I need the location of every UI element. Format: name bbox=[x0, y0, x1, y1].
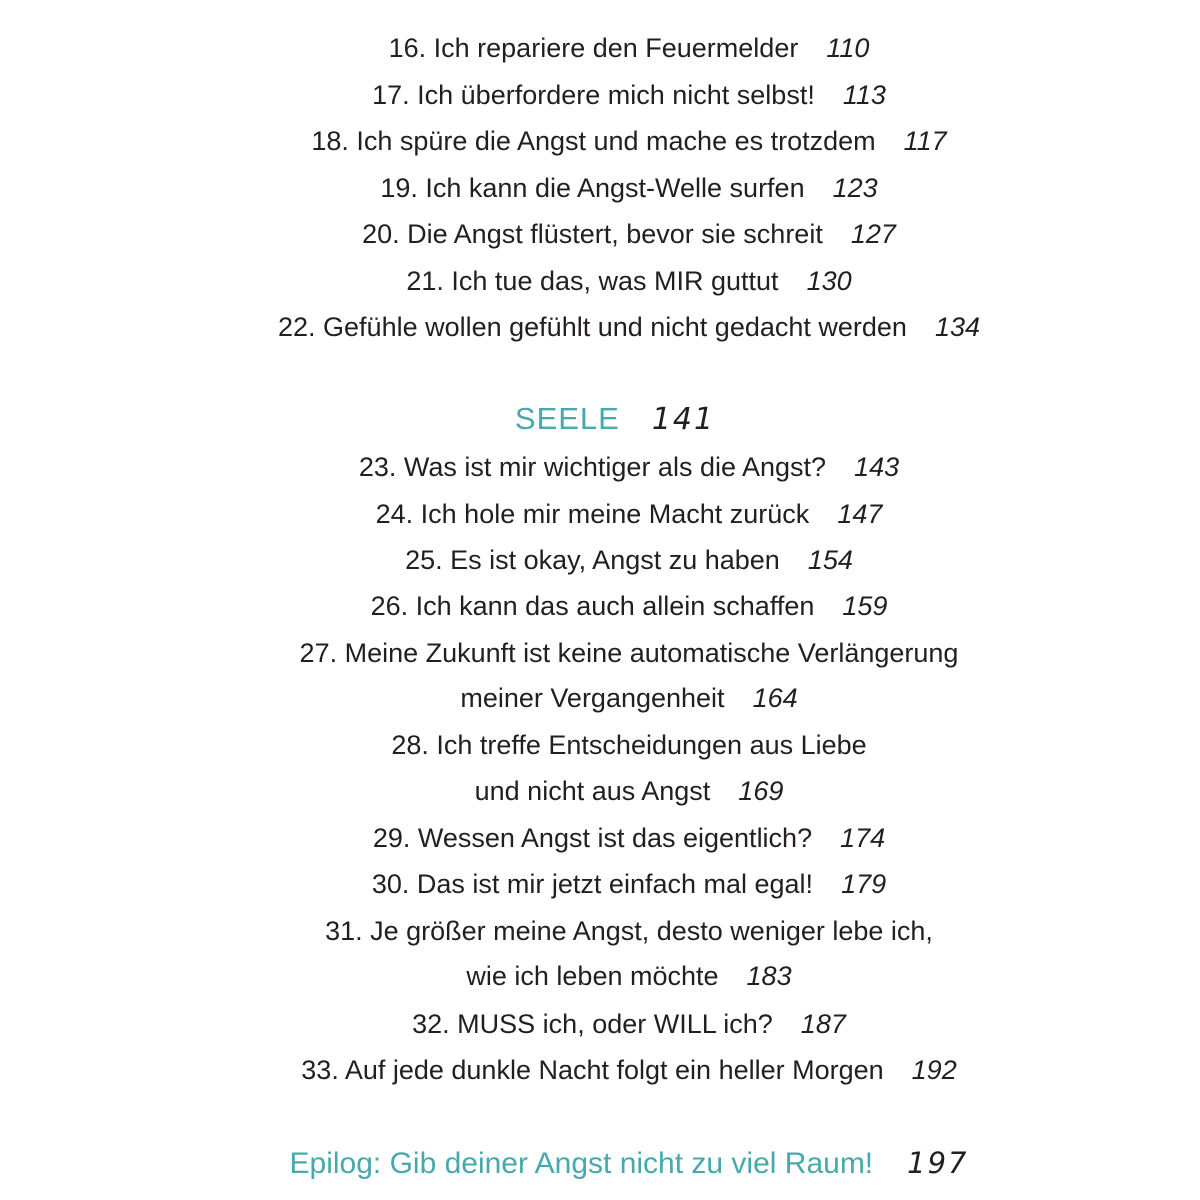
toc-entry-page: 183 bbox=[746, 961, 792, 991]
toc-entry-page: 147 bbox=[837, 499, 883, 529]
toc-entry bbox=[0, 1007, 1200, 1041]
toc-entry-page: 134 bbox=[934, 312, 980, 342]
toc-entry-title: meiner Vergangenheit bbox=[460, 683, 725, 713]
toc-entry-title: 20. Die Angst flüstert, bevor sie schreit bbox=[362, 219, 823, 249]
toc-entry-page: 187 bbox=[800, 1009, 846, 1039]
toc-entry-title: 17. Ich überfordere mich nicht selbst! bbox=[372, 80, 815, 110]
toc-entry-title: wie ich leben möchte bbox=[466, 961, 719, 991]
toc-entry-page: 174 bbox=[840, 823, 886, 853]
toc-entry-continuation bbox=[0, 959, 1200, 993]
section-title: SEELE bbox=[514, 401, 620, 436]
section-heading-seele bbox=[0, 399, 1200, 445]
toc-entry-title: 21. Ich tue das, was MIR guttut bbox=[406, 266, 779, 296]
toc-entry-page: 179 bbox=[841, 869, 887, 899]
toc-entry-title: 31. Je größer meine Angst, desto weniger lebe ich, bbox=[325, 916, 933, 946]
epilog-page: 197 bbox=[907, 1146, 969, 1180]
toc-entry-page: 130 bbox=[806, 266, 852, 296]
toc-entry bbox=[0, 171, 1200, 205]
toc-entry-page: 117 bbox=[903, 126, 947, 156]
toc-entry bbox=[0, 914, 1200, 948]
toc-entry bbox=[0, 310, 1200, 344]
toc-entry bbox=[0, 821, 1200, 855]
toc-entry bbox=[0, 636, 1200, 670]
toc-entry-title: 26. Ich kann das auch allein schaffen bbox=[370, 591, 815, 621]
section-page: 141 bbox=[651, 402, 716, 437]
epilog-heading bbox=[0, 1143, 1200, 1189]
toc-entry bbox=[0, 1053, 1200, 1087]
toc-entry bbox=[0, 78, 1200, 112]
toc-entry bbox=[0, 543, 1200, 577]
toc-entry-title: 19. Ich kann die Angst-Welle surfen bbox=[380, 173, 805, 203]
toc-entry bbox=[0, 264, 1200, 298]
toc-entry-title: 28. Ich treffe Entscheidungen aus Liebe bbox=[391, 730, 867, 760]
toc-entry-page: 192 bbox=[911, 1055, 957, 1085]
toc-entry-title: 32. MUSS ich, oder WILL ich? bbox=[412, 1009, 773, 1039]
toc-entry-continuation bbox=[0, 774, 1200, 808]
epilog-title: Epilog: Gib deiner Angst nicht zu viel Raum! bbox=[289, 1147, 874, 1180]
toc-entry-page: 110 bbox=[826, 33, 870, 63]
toc-entry-title: 30. Das ist mir jetzt einfach mal egal! bbox=[371, 869, 814, 899]
toc-entry-continuation bbox=[0, 681, 1200, 715]
toc-entry-title: 23. Was ist mir wichtiger als die Angst? bbox=[358, 452, 827, 482]
toc-entry-page: 159 bbox=[842, 591, 888, 621]
toc-entry-title: 18. Ich spüre die Angst und mache es trotzdem bbox=[311, 126, 876, 156]
toc-entry-page: 143 bbox=[854, 452, 900, 482]
toc-entry-page: 164 bbox=[752, 683, 798, 713]
toc-entry-page: 154 bbox=[807, 545, 853, 575]
toc-entry bbox=[0, 450, 1200, 484]
toc-entry-title: 16. Ich repariere den Feuermelder bbox=[388, 33, 799, 63]
toc-entry-title: 25. Es ist okay, Angst zu haben bbox=[405, 545, 780, 575]
toc-entry bbox=[0, 728, 1200, 762]
toc-entry-title: 22. Gefühle wollen gefühlt und nicht gedacht werden bbox=[278, 312, 907, 342]
toc-entry bbox=[0, 867, 1200, 901]
toc-entry-title: 33. Auf jede dunkle Nacht folgt ein heller Morgen bbox=[301, 1055, 884, 1085]
toc-entry bbox=[0, 31, 1200, 65]
toc-entry-title: und nicht aus Angst bbox=[474, 776, 711, 806]
toc-entry-title: 29. Wessen Angst ist das eigentlich? bbox=[372, 823, 813, 853]
toc-entry bbox=[0, 589, 1200, 623]
toc-entry bbox=[0, 497, 1200, 531]
toc-entry bbox=[0, 217, 1200, 251]
toc-entry-title: 27. Meine Zukunft ist keine automatische Verlängerung bbox=[299, 638, 959, 668]
toc-entry-page: 127 bbox=[850, 219, 896, 249]
toc-entry-page: 113 bbox=[842, 80, 886, 110]
toc-entry-title: 24. Ich hole mir meine Macht zurück bbox=[375, 499, 810, 529]
toc-entry bbox=[0, 124, 1200, 158]
toc-entry-page: 169 bbox=[738, 776, 784, 806]
toc-entry-page: 123 bbox=[832, 173, 878, 203]
